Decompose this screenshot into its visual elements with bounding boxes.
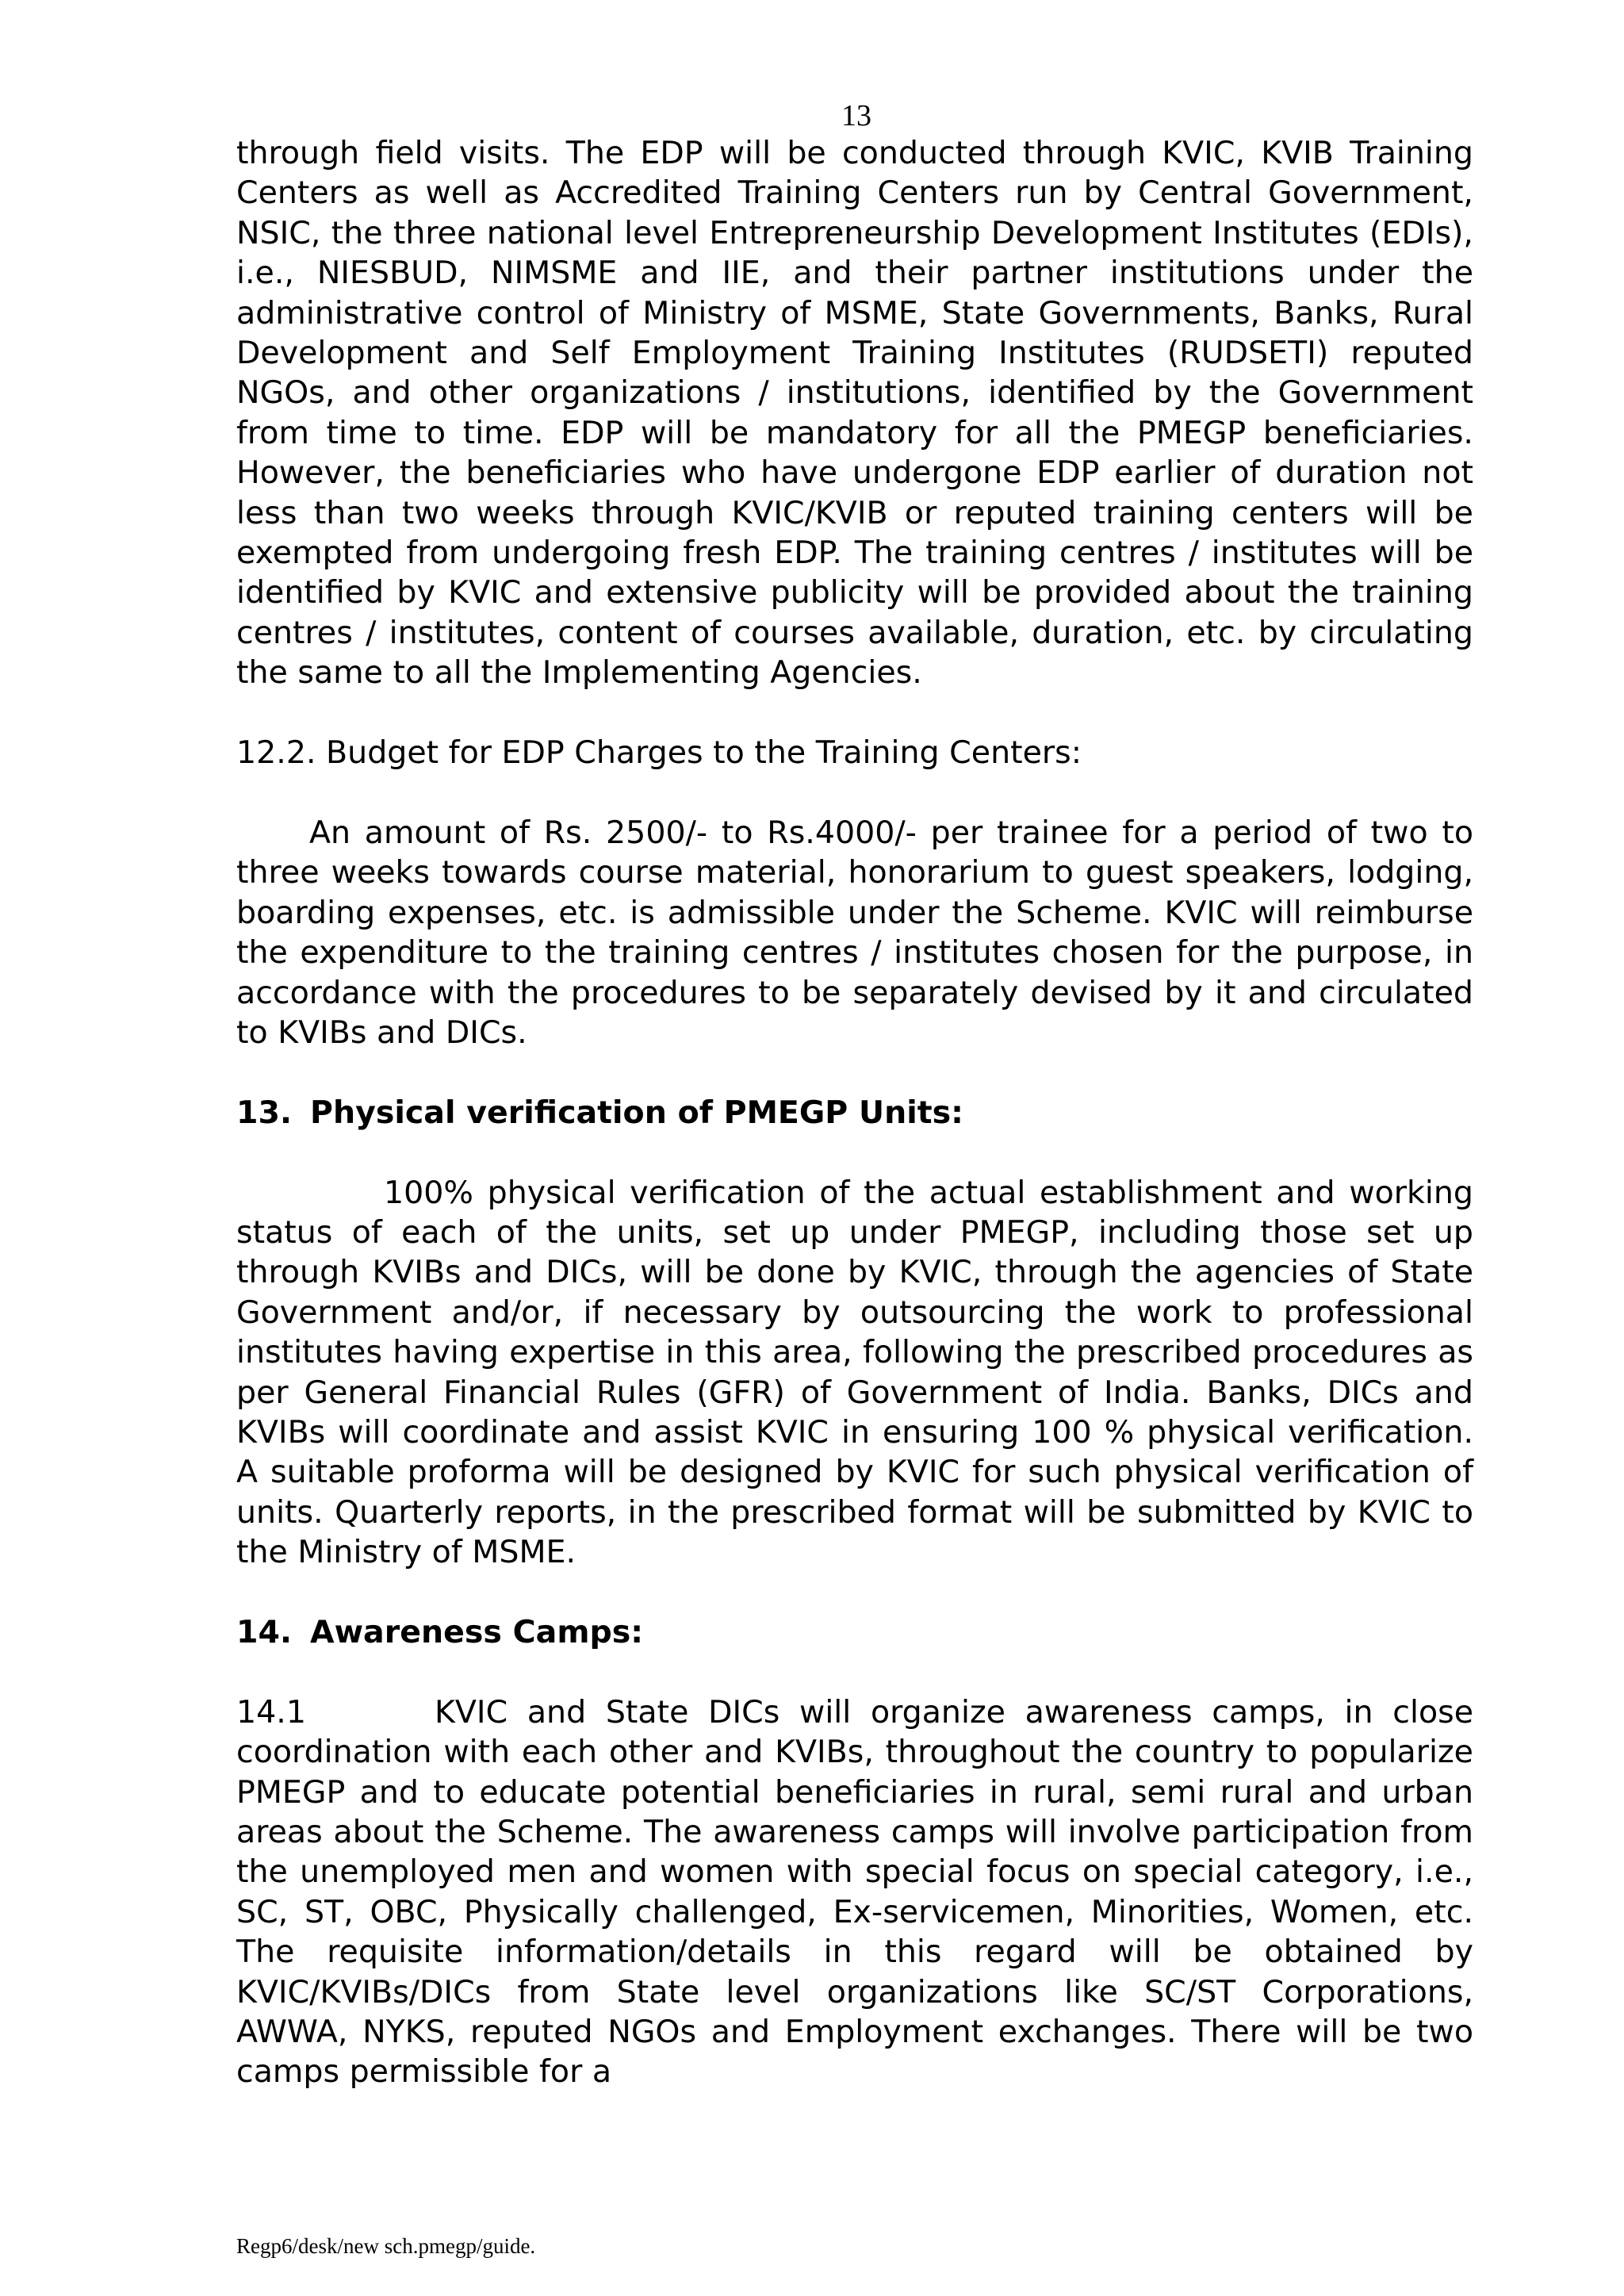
section-14-1-text: KVIC and State DICs will organize awareness camps, in close coordination with each other and KVIBs, throughout the country to popularize PMEGP and to educate potential beneficiaries in rural, semi rural and urban areas about the Scheme. The awareness camps will involve participation from the unemployed men and women with special focus on special category, i.e., SC, ST, OBC, Physically challenged, Ex-servicemen, Minorities, Women, etc. The requisite information/details in this regard will be obtained by KVIC/KVIBs/DICs from State level organizations like SC/ST Corporations, AWWA, NYKS, reputed NGOs and Employment exchanges. There will be two camps permissible for a bbox=[236, 1693, 1473, 2091]
section-14-1-body bbox=[236, 1692, 1473, 2092]
section-13-body: 100% physical verification of the actual establishment and working status of each of the units, set up under PMEGP, including those set up through KVIBs and DICs, will be done by KVIC, through the agencies of State Government and/or, if necessary by outsourcing the work to professional institutes having expertise in this area, following the prescribed procedures as per General Financial Rules (GFR) of Government of India. Banks, DICs and KVIBs will coordinate and assist KVIC in ensuring 100 % physical verification. A suitable proforma will be designed by KVIC for such physical verification of units. Quarterly reports, in the prescribed format will be submitted by KVIC to the Ministry of MSME. bbox=[236, 1174, 1473, 1571]
section-14-title: Awareness Camps: bbox=[310, 1613, 644, 1650]
section-14-number: 14. bbox=[236, 1613, 292, 1650]
section-13-title: Physical verification of PMEGP Units: bbox=[310, 1094, 963, 1131]
paragraph-edp-training: through field visits. The EDP will be conducted through KVIC, KVIB Training Centers as well as Accredited Training Centers run by Central Government, NSIC, the three national level Entrepreneurship Development Institutes (EDIs), i.e., NIESBUD, NIMSME and IIE, and their partner institutions under the administrative control of Ministry of MSME, State Governments, Banks, Rural Development and Self Employment Training Institutes (RUDSETI) reputed NGOs, and other organizations / institutions, identified by the Government from time to time. EDP will be mandatory for all the PMEGP beneficiaries. However, the beneficiaries who have undergone EDP earlier of duration not less than two weeks through KVIC/KVIB or reputed training centers will be exempted from undergoing fresh EDP. The training centres / institutes will be identified by KVIC and extensive publicity will be provided about the training centres / institutes, content of courses available, duration, etc. by circulating the same to all the Implementing Agencies. bbox=[236, 135, 1473, 692]
footer-path: Regp6/desk/new sch.pmegp/guide. bbox=[236, 2234, 536, 2258]
document-body bbox=[236, 133, 1473, 2092]
page-number: 13 bbox=[841, 99, 871, 132]
section-14-heading bbox=[236, 1612, 1473, 1652]
section-12-2-title: 12.2. Budget for EDP Charges to the Training Centers: bbox=[236, 734, 1082, 772]
section-12-2-body: An amount of Rs. 2500/- to Rs.4000/- per trainee for a period of two to three weeks towards course material, honorarium to guest speakers, lodging, boarding expenses, etc. is admissible under the Scheme. KVIC will reimburse the expenditure to the training centres / institutes chosen for the purpose, in accordance with the procedures to be separately devised by it and circulated to KVIBs and DICs. bbox=[236, 814, 1473, 1051]
section-13-number: 13. bbox=[236, 1094, 292, 1131]
section-13-heading bbox=[236, 1093, 1473, 1133]
section-14-1-number: 14.1 bbox=[236, 1693, 306, 1731]
